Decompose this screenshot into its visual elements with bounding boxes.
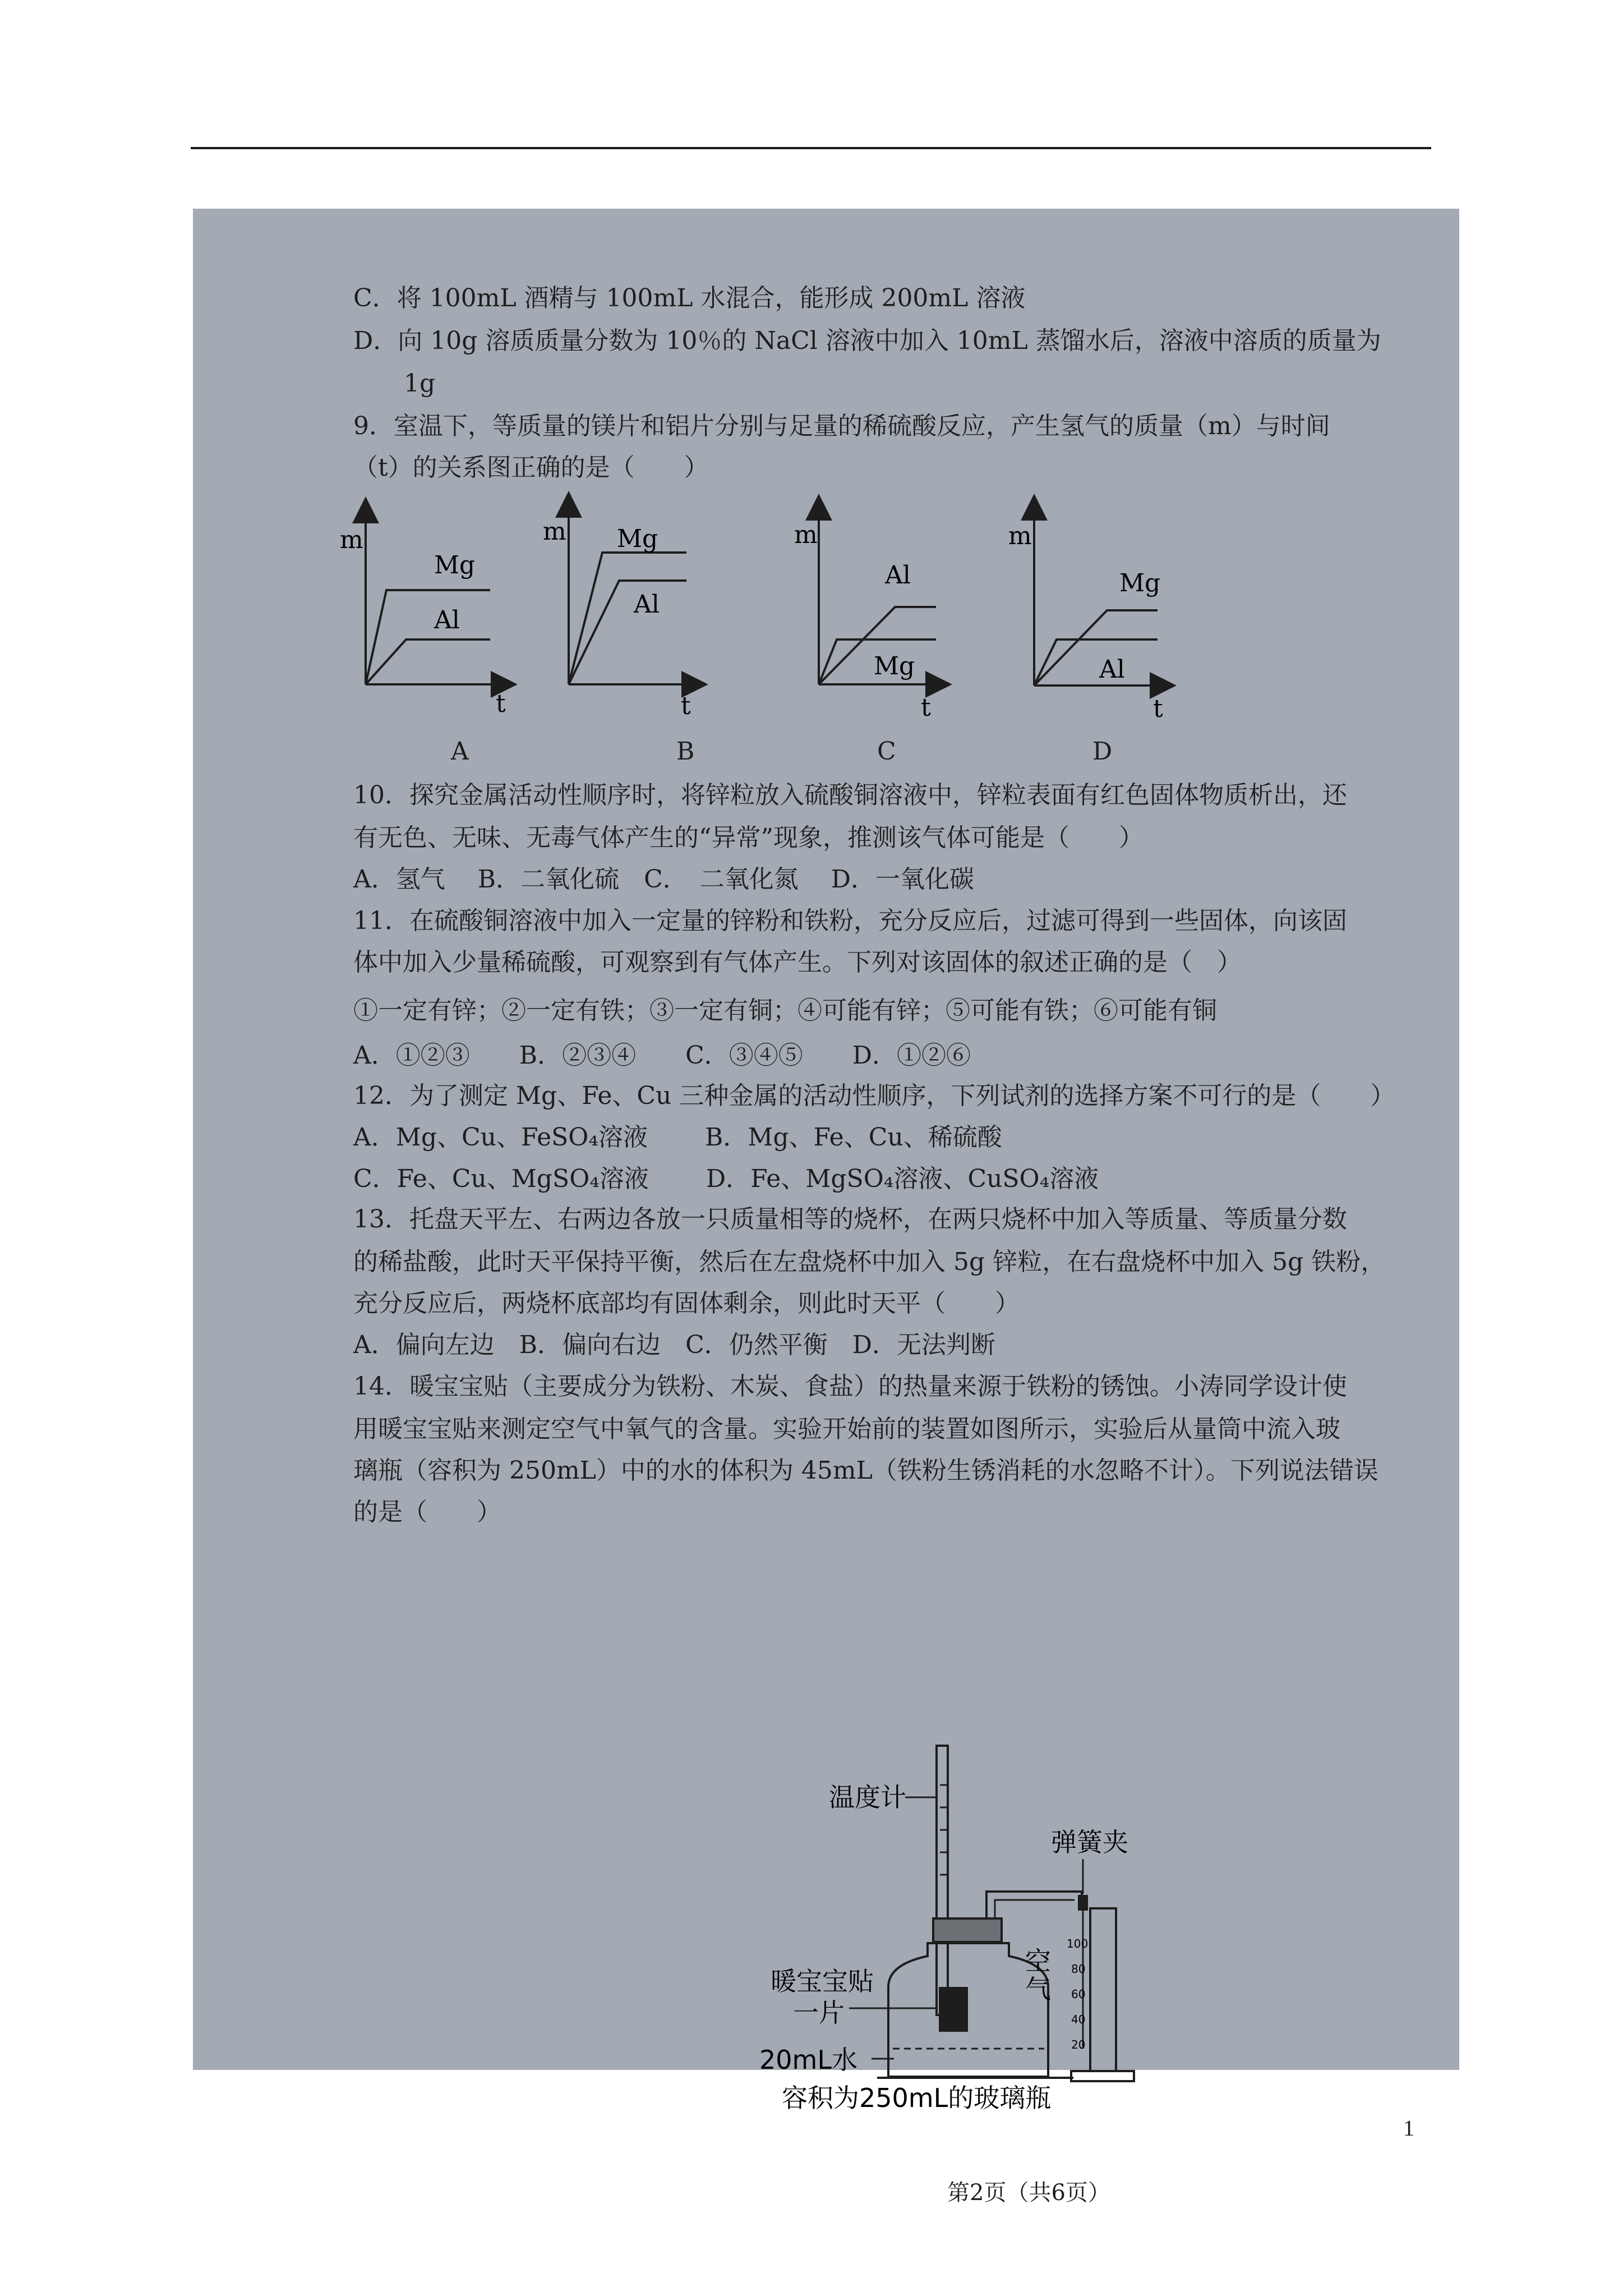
- q11-options: A．①②③ B．②③④ C．③④⑤ D．①②⑥: [353, 1041, 971, 1070]
- page-footer: 第2页（共6页）: [947, 2180, 1110, 2206]
- q14-stem-line3: 璃瓶（容积为 250mL）中的水的体积为 45mL（铁粉生锈消耗的水忽略不计）。下列说法错误: [353, 1456, 1378, 1485]
- graph-a: [340, 503, 513, 735]
- header-rule: [191, 147, 1431, 149]
- graph-d-lower-line: [1034, 639, 1158, 685]
- graph-a-caption: A: [451, 737, 469, 766]
- graph-c-upper-label: Al: [885, 561, 911, 590]
- stopper: [933, 1918, 1002, 1942]
- q14-stem-line1: 14．暖宝宝贴（主要成分为铁粉、木炭、食盐）的热量来源于铁粉的锈蚀。小涛同学设计使: [353, 1372, 1347, 1401]
- bottle-label: 容积为250mL的玻璃瓶: [782, 2083, 1052, 2113]
- graph-a-upper-line: [366, 590, 490, 684]
- graph-b-x-label: t: [681, 692, 691, 720]
- graph-d: [1006, 500, 1174, 738]
- q10-stem-line2: 有无色、无味、无毒气体产生的“异常”现象，推测该气体可能是（ ）: [353, 823, 1144, 852]
- thermometer-tube: [937, 1746, 948, 2015]
- graph-d-y-label: m: [1008, 522, 1032, 550]
- graph-b-lower-line: [569, 581, 686, 684]
- q12-options-ab: A．Mg、Cu、FeSO₄溶液 B．Mg、Fe、Cu、稀硫酸: [353, 1123, 1002, 1152]
- graph-a-svg: [340, 503, 513, 733]
- graph-a-x-label: t: [496, 689, 506, 718]
- graph-d-svg: [1006, 500, 1174, 736]
- q13-stem-line3: 充分反应后，两烧杯底部均有固体剩余，则此时天平（ ）: [353, 1289, 1020, 1318]
- graph-a-upper-label: Mg: [434, 551, 476, 579]
- graph-b-upper-label: Mg: [617, 524, 658, 553]
- graph-b-upper-line: [569, 553, 686, 684]
- glass-bottle: [888, 1943, 1048, 2077]
- graph-c-caption: C: [877, 737, 896, 766]
- graph-c-lower-label: Mg: [874, 652, 915, 680]
- apparatus-diagram: [759, 1734, 1287, 2127]
- connecting-tube: [986, 1892, 1082, 1920]
- q13-options: A．偏向左边 B．偏向右边 C．仍然平衡 D．无法判断: [353, 1331, 996, 1359]
- patch-label-1: 暖宝宝贴: [771, 1966, 874, 1996]
- graph-d-x-label: t: [1153, 694, 1163, 723]
- q13-stem-line2: 的稀盐酸，此时天平保持平衡，然后在左盘烧杯中加入 5g 锌粒，在右盘烧杯中加入 5g 铁粉，: [353, 1248, 1386, 1276]
- q12-options-cd: C．Fe、Cu、MgSO₄溶液 D．Fe、MgSO₄溶液、CuSO₄溶液: [353, 1165, 1099, 1193]
- thermometer-label: 温度计: [829, 1782, 906, 1812]
- q14-stem-line4: 的是（ ）: [353, 1498, 501, 1526]
- graph-b: [535, 498, 703, 735]
- q8-option-d-line1: D．向 10g 溶质质量分数为 10％的 NaCl 溶液中加入 10mL 蒸馏水后，溶液中溶质的质量为: [353, 326, 1381, 355]
- graph-d-upper-label: Mg: [1119, 569, 1161, 597]
- cylinder-base: [1071, 2071, 1134, 2081]
- scale-60: 60: [1071, 1987, 1086, 2001]
- graph-a-lower-label: Al: [434, 606, 460, 634]
- graph-b-caption: B: [676, 737, 695, 766]
- q14-stem-line2: 用暖宝宝贴来测定空气中氧气的含量。实验开始前的装置如图所示，实验后从量筒中流入玻: [353, 1415, 1340, 1443]
- q9-stem-line1: 9．室温下，等质量的镁片和铝片分别与足量的稀硫酸反应，产生氢气的质量（m）与时间: [353, 412, 1330, 440]
- graph-c-x-label: t: [921, 693, 931, 722]
- air-label-1: 空: [1025, 1946, 1051, 1976]
- q11-stem-line2: 体中加入少量稀硫酸，可观察到有气体产生。下列对该固体的叙述正确的是（ ）: [353, 948, 1242, 977]
- graph-b-lower-label: Al: [634, 590, 660, 619]
- graph-b-svg: [535, 498, 703, 733]
- air-label-2: 气: [1025, 1974, 1051, 2004]
- spring-clip: [1078, 1895, 1088, 1911]
- q11-statements: ①一定有锌；②一定有铁；③一定有铜；④可能有锌；⑤可能有铁；⑥可能有铜: [353, 996, 1217, 1025]
- clip-label: 弹簧夹: [1051, 1827, 1128, 1857]
- patch-label-2: 一片: [793, 1998, 845, 2028]
- scale-80: 80: [1071, 1962, 1086, 1976]
- graph-c: [776, 500, 944, 738]
- graph-b-y-label: m: [543, 517, 566, 546]
- measuring-cylinder: [1090, 1908, 1116, 2071]
- graph-d-lower-label: Al: [1099, 655, 1125, 684]
- q13-stem-line1: 13．托盘天平左、右两边各放一只质量相等的烧杯，在两只烧杯中加入等质量、等质量分数: [353, 1205, 1347, 1234]
- q10-stem-line1: 10．探究金属活动性顺序时，将锌粒放入硫酸铜溶液中，锌粒表面有红色固体物质析出，还: [353, 781, 1347, 809]
- scanned-page: [193, 209, 1459, 2206]
- water-label: 20mL水: [759, 2045, 857, 2075]
- warm-patch: [939, 1987, 968, 2032]
- q8-option-c: C．将 100mL 酒精与 100mL 水混合，能形成 200mL 溶液: [353, 284, 1026, 312]
- graph-a-lower-line: [366, 639, 490, 684]
- scale-20: 20: [1071, 2038, 1086, 2051]
- q12-stem: 12．为了测定 Mg、Fe、Cu 三种金属的活动性顺序，下列试剂的选择方案不可行的是（ ）: [353, 1082, 1395, 1110]
- q8-option-d-line2: 1g: [404, 369, 436, 398]
- q9-stem-line2: （t）的关系图正确的是（ ）: [353, 453, 709, 482]
- scale-40: 40: [1071, 2013, 1086, 2026]
- page-number: 1: [1403, 2115, 1414, 2141]
- q11-stem-line1: 11．在硫酸铜溶液中加入一定量的锌粉和铁粉，充分反应后，过滤可得到一些固体，向该固: [353, 907, 1347, 935]
- graph-c-y-label: m: [794, 521, 818, 549]
- scale-100: 100: [1067, 1937, 1089, 1950]
- graph-c-svg: [776, 500, 944, 736]
- graph-a-y-label: m: [340, 526, 363, 554]
- graph-d-caption: D: [1092, 737, 1113, 766]
- q10-options: A．氢气 B．二氧化硫 C． 二氧化氮 D．一氧化碳: [353, 865, 975, 894]
